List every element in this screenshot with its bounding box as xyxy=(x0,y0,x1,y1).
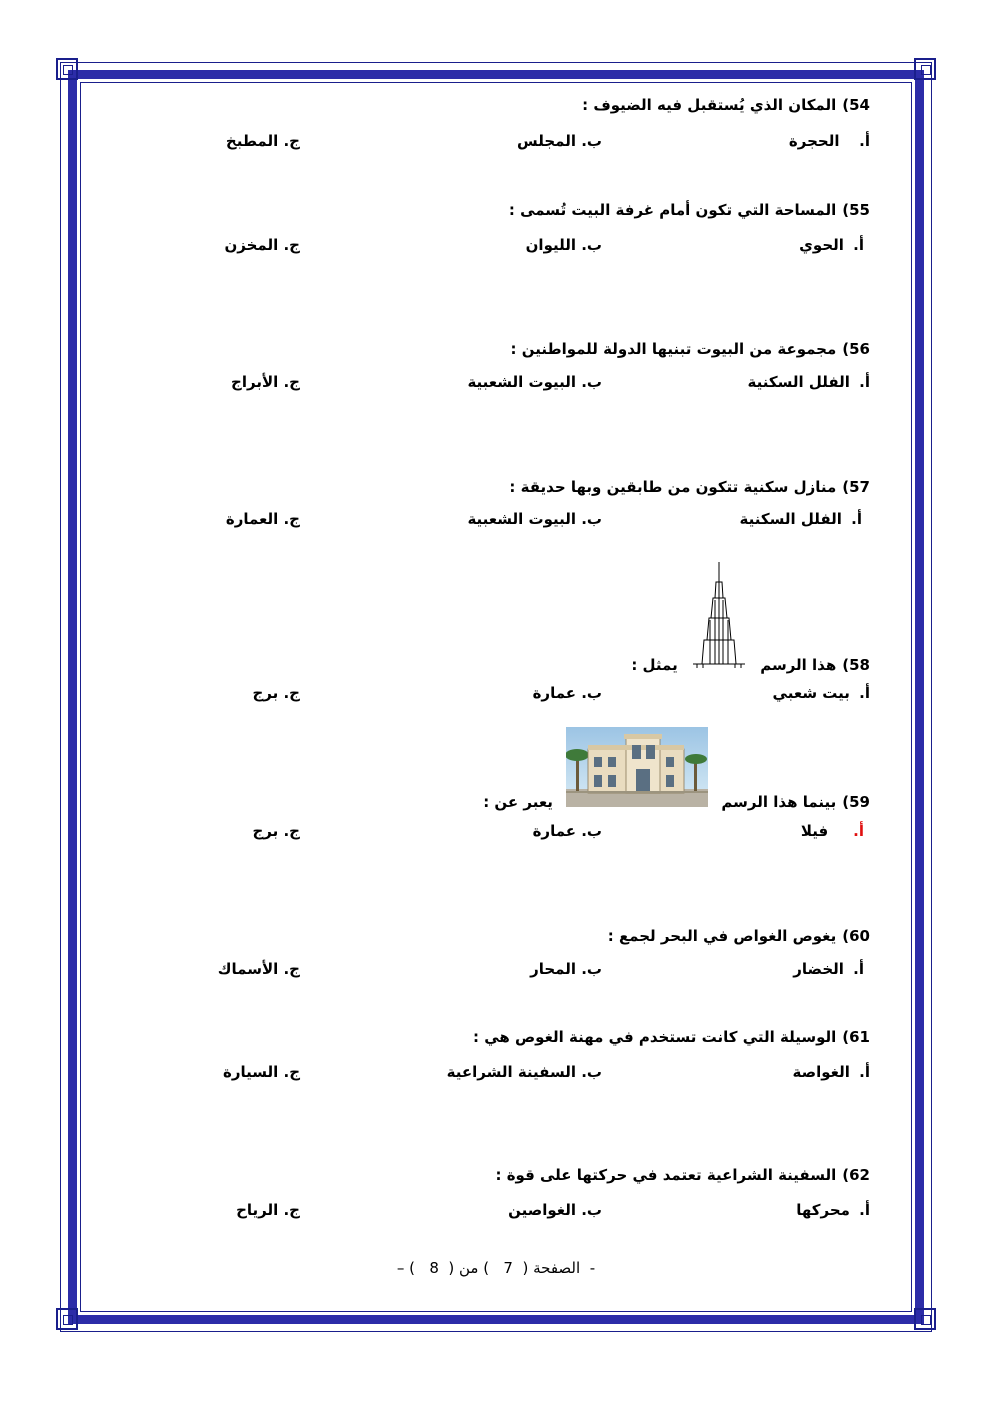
question-56-stem: 56)مجموعة من البيوت تبنيها الدولة للمواطنين : xyxy=(510,340,870,358)
question-58-option-b[interactable]: ب. عمارة xyxy=(532,684,602,702)
question-58-stem: 58)هذا الرسم يمثل : xyxy=(631,560,870,674)
question-56-option-a[interactable]: أ. الفلل السكنية xyxy=(747,373,870,391)
question-57-option-a[interactable]: أ. الفلل السكنية xyxy=(739,510,862,528)
question-54-option-b[interactable]: ب. المجلس xyxy=(517,132,602,150)
border-corner-ornament xyxy=(56,58,78,80)
answer-mark: أ. xyxy=(853,822,864,840)
question-62-stem: 62)السفينة الشراعية تعتمد في حركتها على قوة : xyxy=(495,1166,870,1184)
border-corner-ornament xyxy=(914,1308,936,1330)
question-60-option-b[interactable]: ب. المحار xyxy=(530,960,602,978)
question-59-option-a[interactable]: أ. فيلا xyxy=(800,822,864,840)
question-55-stem: 55)المساحة التي تكون أمام غرفة البيت تُسمى : xyxy=(508,201,870,219)
question-55-option-a[interactable]: أ. الحوي xyxy=(799,236,864,254)
question-62-option-a[interactable]: أ. محركها xyxy=(796,1201,870,1219)
question-59-option-b[interactable]: ب. عمارة xyxy=(532,822,602,840)
question-62-option-b[interactable]: ب. الغواصين xyxy=(508,1201,602,1219)
question-54-stem: 54)المكان الذي يُستقبل فيه الضيوف : xyxy=(582,96,870,114)
question-61-option-a[interactable]: أ. الغواصة xyxy=(792,1063,870,1081)
question-61-stem: 61)الوسيلة التي كانت تستخدم في مهنة الغوص هي : xyxy=(472,1028,870,1046)
question-57-option-b[interactable]: ب. البيوت الشعبية xyxy=(467,510,602,528)
question-61-option-c[interactable]: ج. السيارة xyxy=(222,1063,300,1081)
question-56-option-b[interactable]: ب. البيوت الشعبية xyxy=(467,373,602,391)
question-62-option-c[interactable]: ج. الرياح xyxy=(236,1201,300,1219)
question-55-option-c[interactable]: ج. المخزن xyxy=(224,236,300,254)
question-56-option-c[interactable]: ج. الأبراج xyxy=(231,373,300,391)
question-59-stem: 59)بينما هذا الرسم يعبر عن : xyxy=(483,727,870,811)
question-60-option-a[interactable]: أ. الخضار xyxy=(793,960,864,978)
question-54-option-c[interactable]: ج. المطبخ xyxy=(225,132,300,150)
question-61-option-b[interactable]: ب. السفينة الشراعية xyxy=(446,1063,602,1081)
question-60-stem: 60)يغوص الغواص في البحر لجمع : xyxy=(607,927,870,945)
question-55-option-b[interactable]: ب. الليوان xyxy=(525,236,602,254)
villa-photo-icon xyxy=(566,727,708,811)
question-60-option-c[interactable]: ج. الأسماك xyxy=(217,960,300,978)
question-58-option-c[interactable]: ج. برج xyxy=(252,684,300,702)
question-58-option-a[interactable]: أ. بيت شعبي xyxy=(772,684,870,702)
question-57-option-c[interactable]: ج. العمارة xyxy=(225,510,300,528)
tower-drawing-icon xyxy=(691,560,747,674)
border-corner-ornament xyxy=(914,58,936,80)
question-57-stem: 57)منازل سكنية تتكون من طابقين وبها حديقة : xyxy=(509,478,870,496)
page-number-footer: - الصفحة ( 7 ) من ( 8 ) – xyxy=(396,1259,596,1277)
question-54-option-a[interactable]: أ. الحجرة xyxy=(788,132,870,150)
question-59-option-c[interactable]: ج. برج xyxy=(252,822,300,840)
border-corner-ornament xyxy=(56,1308,78,1330)
